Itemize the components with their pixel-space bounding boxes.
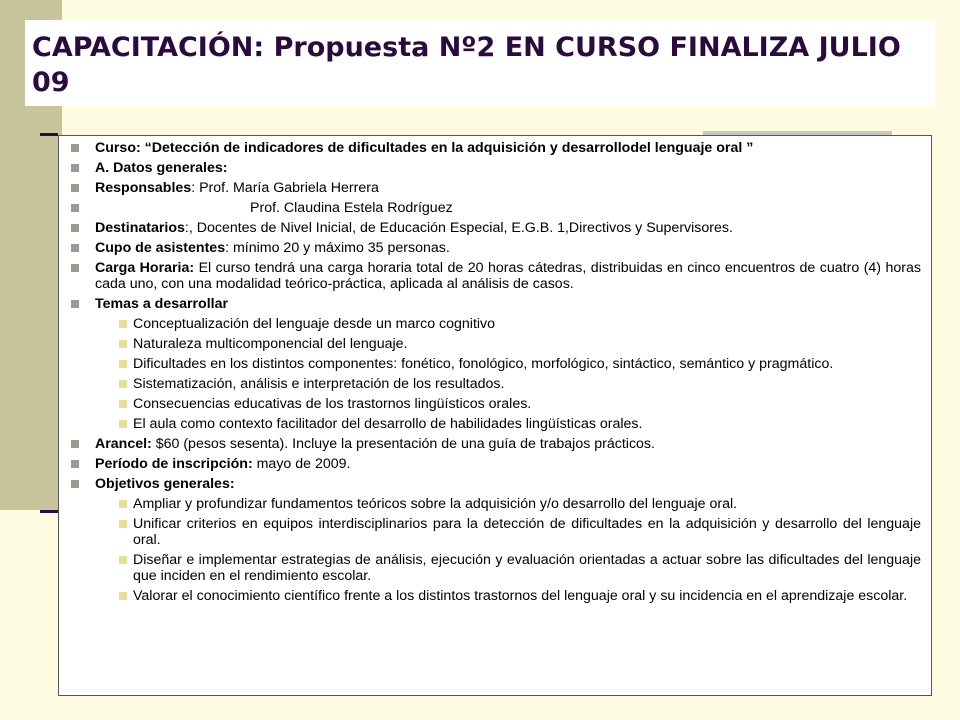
destinatarios-value: :, Docentes de Nivel Inicial, de Educación Especial, E.G.B. 1,Directivos y Supervisores. (184, 220, 733, 236)
carga-value: El curso tendrá una carga horaria total de 20 horas cátedras, distribuidas en cinco encuentros de cuatro (4) horas cada uno, con una modalidad teórico-práctica, aplicada al análisis de casos. (95, 260, 921, 292)
objetivos-item (69, 476, 921, 604)
divider-top (40, 133, 58, 136)
temas-subitem: Naturaleza multicomponencial del lenguaje. (95, 336, 921, 352)
responsables-value-1: : Prof. María Gabriela Herrera (191, 180, 379, 196)
curso-item (69, 140, 921, 156)
inscripcion-label: Período de inscripción: (95, 456, 253, 472)
cupo-value: : mínimo 20 y máximo 35 personas. (225, 240, 450, 256)
objetivos-subitem: Valorar el conocimiento científico frente a los distintos trastornos del lenguaje oral y su incidencia en el aprendizaje escolar. (95, 588, 921, 604)
divider-bottom (40, 510, 58, 513)
cupo-item (69, 240, 921, 256)
curso-label: Curso: (95, 140, 141, 156)
cupo-label: Cupo de asistentes (95, 240, 226, 256)
responsables-value-2: Prof. Claudina Estela Rodríguez (250, 200, 453, 216)
temas-item (69, 296, 921, 432)
temas-subitem: Dificultades en los distintos componentes: fonético, fonológico, morfológico, sintáctico, semántico y pragmático. (95, 356, 921, 372)
slide-title: CAPACITACIÓN: Propuesta Nº2 EN CURSO FINALIZA JULIO 09 (32, 32, 901, 98)
temas-subitem: El aula como contexto facilitador del desarrollo de habilidades lingüísticas orales. (95, 416, 921, 432)
objetivos-subitem: Ampliar y profundizar fundamentos teóricos sobre la adquisición y/o desarrollo del lenguaje oral. (95, 496, 921, 512)
temas-subitem: Sistematización, análisis e interpretación de los resultados. (95, 376, 921, 392)
destinatarios-item (69, 220, 921, 236)
temas-subitem: Conceptualización del lenguaje desde un marco cognitivo (95, 316, 921, 332)
content-box (58, 135, 932, 696)
responsables-label: Responsables (95, 180, 192, 196)
datos-generales-heading: A. Datos generales: (95, 160, 228, 176)
destinatarios-label: Destinatarios (95, 220, 185, 236)
objetivos-subitem: Diseñar e implementar estrategias de análisis, ejecución y evaluación orientadas a actuar sobre las dificultades del lenguaje que inciden en el rendimiento escolar. (95, 552, 921, 584)
carga-label: Carga Horaria: (95, 260, 195, 276)
curso-value: “Detección de indicadores de dificultades en la adquisición y desarrollodel lenguaje oral ” (144, 140, 754, 156)
arancel-item (69, 436, 921, 452)
datos-generales-item (69, 160, 921, 176)
inscripcion-item (69, 456, 921, 472)
temas-list (95, 316, 921, 432)
inscripcion-value: mayo de 2009. (252, 456, 351, 472)
temas-heading: Temas a desarrollar (95, 296, 229, 312)
temas-subitem: Consecuencias educativas de los trastornos lingüísticos orales. (95, 396, 921, 412)
arancel-label: Arancel: (95, 436, 152, 452)
objetivos-heading: Objetivos generales: (95, 476, 235, 492)
responsables-item (69, 180, 921, 196)
objetivos-list (95, 496, 921, 604)
main-list (69, 140, 921, 604)
arancel-value: $60 (pesos sesenta). Incluye la presentación de una guía de trabajos prácticos. (151, 436, 655, 452)
carga-item (69, 260, 921, 292)
objetivos-subitem: Unificar criterios en equipos interdisciplinarios para la detección de dificultades en la adquisición y desarrollo del lenguaje oral. (95, 516, 921, 548)
responsables-item-2 (69, 200, 921, 216)
